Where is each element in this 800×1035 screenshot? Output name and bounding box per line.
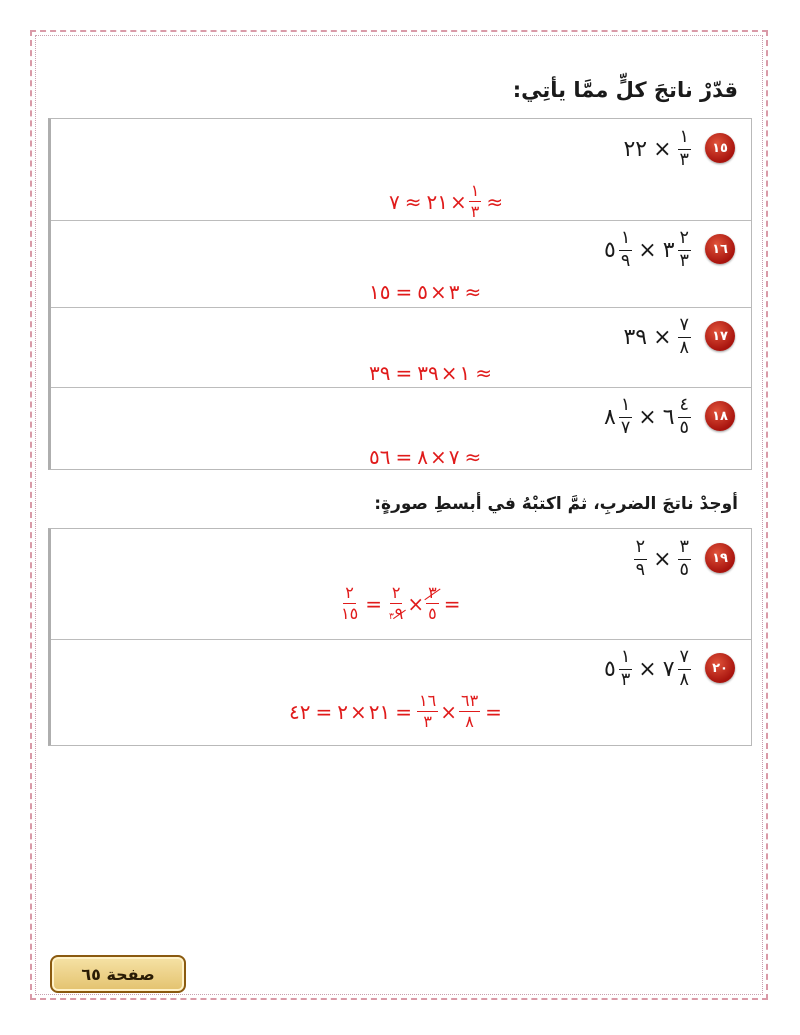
answer-expression: ٧ ≈ ٢١ × $\frac{١}{٣}$ ≈ xyxy=(389,181,504,221)
factor-b-fraction: $\frac{١}{٣}$ xyxy=(679,127,689,170)
problem-number-badge: ١٥ xyxy=(705,133,735,163)
problem-row-18 xyxy=(51,387,751,471)
section1-heading: قدّرْ ناتجَ كلٍّ ممَّا يأتِي: xyxy=(512,78,738,102)
problem-row-16 xyxy=(51,220,751,308)
answer-expression: $\frac{٢}{١٥}$ = $\frac{٢}{٣٩}$ × $\frac{٣}{٥}$ = xyxy=(341,583,461,623)
problem-expression: ٥ $\frac{١}{٣}$ × ٧ $\frac{٧}{٨}$ xyxy=(604,647,689,690)
page-number-tag: صفحة ٦٥ xyxy=(50,955,186,993)
problem-expression: ٨ $\frac{١}{٧}$ × ٦ $\frac{٤}{٥}$ xyxy=(604,395,689,438)
problem-expression: ٥ $\frac{١}{٩}$ × ٣ $\frac{٢}{٣}$ xyxy=(604,228,689,271)
problem-row-19 xyxy=(51,529,751,640)
answer-expression: ٥٦ = ٨ × ٧ ≈ xyxy=(369,445,482,469)
problem-number-badge: ٢٠ xyxy=(705,653,735,683)
answer-expression: ٣٩ = ٣٩ × ١ ≈ xyxy=(369,361,493,385)
problem-row-17 xyxy=(51,307,751,388)
times-sign: × xyxy=(653,136,672,162)
problem-expression xyxy=(623,129,691,169)
estimate-box xyxy=(48,118,752,470)
problem-number-badge: ١٧ xyxy=(705,321,735,351)
problem-number-badge: ١٨ xyxy=(705,401,735,431)
problem-row-20 xyxy=(51,639,751,747)
answer-expression: ١٥ = ٥ × ٣ ≈ xyxy=(369,280,482,304)
factor-a: ٢٢ xyxy=(623,136,648,162)
problem-row-15 xyxy=(51,119,751,221)
multiply-box xyxy=(48,528,752,746)
section2-heading: أوجدْ ناتجَ الضربِ، ثمَّ اكتبْهُ في أبسطِ صورةٍ: xyxy=(374,494,738,514)
problem-expression: $\frac{٢}{٩}$ × $\frac{٣}{٥}$ xyxy=(635,537,689,580)
problem-expression: ٣٩ × $\frac{٧}{٨}$ xyxy=(623,315,689,358)
answer-expression: ٤٢ = ٢ × ٢١ = $\frac{١٦}{٣}$ × $\frac{٦٣}{٨}$ = xyxy=(289,691,502,731)
problem-number-badge: ١٩ xyxy=(705,543,735,573)
problem-number-badge: ١٦ xyxy=(705,234,735,264)
